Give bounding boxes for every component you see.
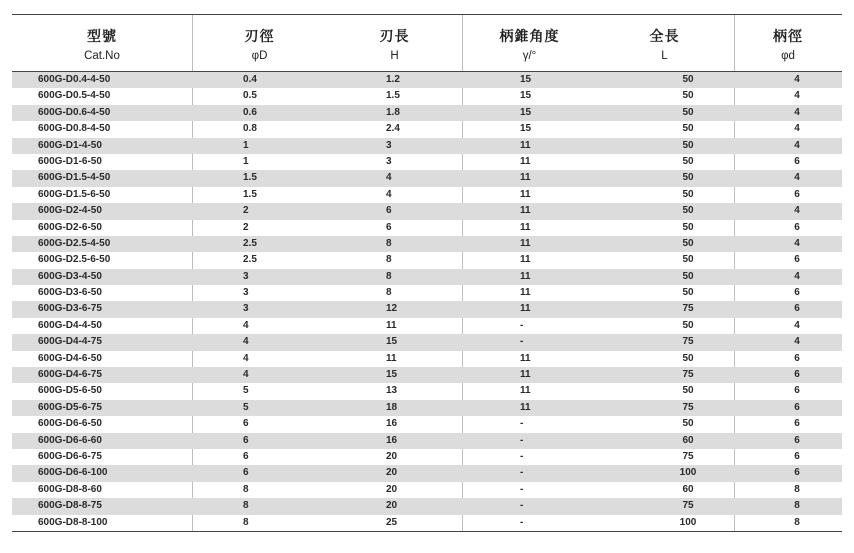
table-row [12, 449, 842, 465]
cell-shank-diameter: 4 [794, 139, 800, 151]
cell-edge-diameter: 4 [243, 319, 249, 331]
header-cat-no [12, 15, 192, 71]
cell-taper-angle: 11 [520, 205, 531, 217]
header-label-en: Cat.No [84, 50, 120, 62]
header-label-en: φD [251, 50, 268, 62]
cell-overall-length: 50 [682, 385, 694, 397]
cell-taper-angle: - [520, 516, 524, 528]
cell-cat-no: 600G-D3-4-50 [38, 270, 102, 282]
cell-taper-angle: 11 [520, 221, 531, 233]
cell-edge-length: 3 [386, 155, 392, 167]
header-label-zh: 柄錐角度 [499, 28, 560, 44]
cell-shank-diameter: 6 [794, 418, 800, 430]
cell-cat-no: 600G-D2-6-50 [38, 221, 102, 233]
cell-shank-diameter: 8 [794, 483, 800, 495]
cell-overall-length: 100 [679, 516, 697, 528]
cell-edge-diameter: 8 [243, 500, 249, 512]
cell-edge-diameter: 6 [243, 418, 249, 430]
table-body [12, 72, 842, 531]
table-row [12, 269, 842, 285]
cell-taper-angle: - [520, 500, 524, 512]
cell-overall-length: 60 [682, 434, 694, 446]
cell-taper-angle: 11 [520, 369, 531, 381]
cell-edge-length: 1.8 [386, 106, 400, 118]
cell-edge-length: 20 [386, 467, 398, 479]
cell-edge-length: 15 [386, 336, 398, 348]
cell-shank-diameter: 6 [794, 352, 800, 364]
cell-overall-length: 50 [682, 188, 694, 200]
cell-cat-no: 600G-D5-6-75 [38, 401, 102, 413]
cell-edge-diameter: 8 [243, 516, 249, 528]
cell-taper-angle: - [520, 434, 524, 446]
cell-taper-angle: - [520, 483, 524, 495]
cell-cat-no: 600G-D2.5-6-50 [38, 254, 111, 266]
cell-edge-length: 12 [386, 303, 398, 315]
table-row [12, 121, 842, 137]
cell-overall-length: 50 [682, 155, 694, 167]
cell-edge-length: 1.2 [386, 74, 400, 85]
cell-edge-length: 8 [386, 287, 392, 299]
table-row [12, 465, 842, 481]
cell-edge-length: 6 [386, 205, 392, 217]
cell-edge-length: 15 [386, 369, 398, 381]
cell-overall-length: 50 [682, 221, 694, 233]
cell-edge-diameter: 4 [243, 336, 249, 348]
cell-edge-diameter: 5 [243, 401, 249, 413]
cell-overall-length: 75 [682, 303, 694, 315]
cell-edge-length: 18 [386, 401, 398, 413]
cell-taper-angle: 11 [520, 303, 531, 315]
cell-cat-no: 600G-D4-4-50 [38, 319, 102, 331]
header-label-en: L [661, 50, 668, 62]
cell-edge-diameter: 2 [243, 221, 249, 233]
cell-shank-diameter: 6 [794, 385, 800, 397]
cell-cat-no: 600G-D1.5-4-50 [38, 172, 111, 184]
header-label-en: H [390, 50, 399, 62]
table-row [12, 482, 842, 498]
cell-edge-length: 13 [386, 385, 398, 397]
cell-edge-diameter: 3 [243, 270, 249, 282]
cell-shank-diameter: 4 [794, 172, 800, 184]
cell-edge-diameter: 0.5 [243, 90, 257, 102]
cell-edge-diameter: 1 [243, 155, 249, 167]
cell-shank-diameter: 4 [794, 106, 800, 118]
cell-shank-diameter: 4 [794, 336, 800, 348]
cell-cat-no: 600G-D0.8-4-50 [38, 123, 111, 135]
cell-overall-length: 50 [682, 205, 694, 217]
cell-cat-no: 600G-D6-6-50 [38, 418, 102, 430]
cell-taper-angle: 15 [520, 90, 532, 102]
table-row [12, 334, 842, 350]
cell-taper-angle: 11 [520, 237, 531, 249]
cell-shank-diameter: 6 [794, 434, 800, 446]
cell-edge-diameter: 2.5 [243, 237, 257, 249]
cell-edge-diameter: 1.5 [243, 188, 257, 200]
cell-edge-length: 3 [386, 139, 392, 151]
cell-taper-angle: - [520, 336, 524, 348]
cell-shank-diameter: 6 [794, 254, 800, 266]
cell-taper-angle: 11 [520, 401, 531, 413]
cell-edge-length: 11 [386, 319, 397, 331]
cell-overall-length: 50 [682, 106, 694, 118]
cell-overall-length: 50 [682, 270, 694, 282]
cell-cat-no: 600G-D6-6-100 [38, 467, 108, 479]
table-row [12, 318, 842, 334]
table-row [12, 383, 842, 399]
header-edge-length [327, 15, 462, 71]
table-row [12, 170, 842, 186]
table-row [12, 433, 842, 449]
cell-shank-diameter: 6 [794, 401, 800, 413]
header-label-zh: 型號 [87, 28, 117, 44]
cell-cat-no: 600G-D8-8-75 [38, 500, 102, 512]
cell-edge-length: 8 [386, 237, 392, 249]
table-row [12, 515, 842, 531]
cell-taper-angle: 15 [520, 106, 532, 118]
table-row [12, 252, 842, 268]
cell-overall-length: 50 [682, 254, 694, 266]
cell-overall-length: 60 [682, 483, 694, 495]
cell-taper-angle: - [520, 450, 524, 462]
cell-taper-angle: 11 [520, 155, 531, 167]
cell-shank-diameter: 6 [794, 467, 800, 479]
header-label-zh: 柄徑 [773, 28, 803, 44]
cell-cat-no: 600G-D0.4-4-50 [38, 74, 111, 85]
cell-edge-diameter: 4 [243, 352, 249, 364]
cell-edge-length: 2.4 [386, 123, 400, 135]
cell-shank-diameter: 4 [794, 270, 800, 282]
cell-cat-no: 600G-D1.5-6-50 [38, 188, 111, 200]
cell-cat-no: 600G-D0.5-4-50 [38, 90, 111, 102]
cell-edge-diameter: 5 [243, 385, 249, 397]
table-row [12, 88, 842, 104]
cell-overall-length: 75 [682, 369, 694, 381]
cell-taper-angle: - [520, 467, 524, 479]
cell-overall-length: 100 [679, 467, 697, 479]
cell-edge-length: 11 [386, 352, 397, 364]
cell-overall-length: 75 [682, 450, 694, 462]
cell-taper-angle: 11 [520, 139, 531, 151]
cell-overall-length: 50 [682, 287, 694, 299]
cell-shank-diameter: 4 [794, 319, 800, 331]
cell-edge-length: 8 [386, 254, 392, 266]
cell-edge-diameter: 0.6 [243, 106, 257, 118]
cell-overall-length: 50 [682, 352, 694, 364]
cell-edge-length: 20 [386, 500, 398, 512]
table-row [12, 498, 842, 514]
cell-edge-length: 16 [386, 434, 398, 446]
cell-shank-diameter: 4 [794, 123, 800, 135]
cell-shank-diameter: 8 [794, 500, 800, 512]
table-row [12, 301, 842, 317]
header-label-zh: 全長 [649, 28, 680, 44]
header-edge-diameter [192, 15, 327, 71]
table-row [12, 236, 842, 252]
cell-edge-length: 6 [386, 221, 392, 233]
cell-edge-length: 25 [386, 516, 398, 528]
cell-overall-length: 50 [682, 123, 694, 135]
cell-overall-length: 50 [682, 74, 694, 85]
cell-overall-length: 75 [682, 500, 694, 512]
header-label-en: φd [781, 50, 795, 62]
cell-taper-angle: 15 [520, 123, 532, 135]
cell-cat-no: 600G-D6-6-75 [38, 450, 102, 462]
cell-shank-diameter: 6 [794, 188, 800, 200]
cell-edge-length: 16 [386, 418, 398, 430]
cell-taper-angle: 11 [520, 385, 531, 397]
cell-cat-no: 600G-D3-6-75 [38, 303, 102, 315]
cell-shank-diameter: 6 [794, 303, 800, 315]
cell-cat-no: 600G-D8-8-100 [38, 516, 108, 528]
header-label-en: γ/° [522, 50, 537, 62]
cell-taper-angle: - [520, 319, 524, 331]
table-row [12, 105, 842, 121]
cell-shank-diameter: 4 [794, 74, 800, 85]
cell-shank-diameter: 6 [794, 221, 800, 233]
table-row [12, 138, 842, 154]
cell-cat-no: 600G-D4-6-50 [38, 352, 102, 364]
cell-overall-length: 50 [682, 90, 694, 102]
cell-cat-no: 600G-D2-4-50 [38, 205, 102, 217]
cell-shank-diameter: 6 [794, 287, 800, 299]
cell-shank-diameter: 4 [794, 205, 800, 217]
cell-edge-diameter: 0.8 [243, 123, 257, 135]
table-row [12, 285, 842, 301]
cell-cat-no: 600G-D4-6-75 [38, 369, 102, 381]
header-label-zh: 刃徑 [244, 28, 275, 44]
cell-edge-diameter: 1 [243, 139, 249, 151]
cell-shank-diameter: 6 [794, 369, 800, 381]
cell-overall-length: 50 [682, 319, 694, 331]
cell-cat-no: 600G-D4-4-75 [38, 336, 102, 348]
cell-cat-no: 600G-D2.5-4-50 [38, 237, 111, 249]
cell-shank-diameter: 6 [794, 155, 800, 167]
cell-cat-no: 600G-D0.6-4-50 [38, 106, 111, 118]
header-shank-diameter [734, 15, 842, 71]
cell-taper-angle: 15 [520, 74, 532, 85]
cell-edge-diameter: 6 [243, 467, 249, 479]
cell-edge-diameter: 2 [243, 205, 249, 217]
table-header [12, 15, 842, 72]
cell-edge-length: 1.5 [386, 90, 400, 102]
cell-edge-length: 4 [386, 172, 392, 184]
table-row [12, 154, 842, 170]
cell-taper-angle: 11 [520, 172, 531, 184]
cell-taper-angle: - [520, 418, 524, 430]
cell-edge-diameter: 3 [243, 287, 249, 299]
table-row [12, 203, 842, 219]
cell-overall-length: 50 [682, 418, 694, 430]
spec-table [12, 14, 842, 532]
cell-edge-diameter: 2.5 [243, 254, 257, 266]
cell-edge-diameter: 6 [243, 450, 249, 462]
cell-edge-diameter: 3 [243, 303, 249, 315]
table-row [12, 187, 842, 203]
table-row [12, 367, 842, 383]
cell-edge-diameter: 0.4 [243, 74, 257, 85]
cell-cat-no: 600G-D1-6-50 [38, 155, 102, 167]
cell-cat-no: 600G-D3-6-50 [38, 287, 102, 299]
cell-edge-length: 4 [386, 188, 392, 200]
cell-edge-diameter: 1.5 [243, 172, 257, 184]
cell-edge-diameter: 6 [243, 434, 249, 446]
table-row [12, 220, 842, 236]
cell-taper-angle: 11 [520, 188, 531, 200]
cell-shank-diameter: 6 [794, 450, 800, 462]
cell-shank-diameter: 4 [794, 90, 800, 102]
cell-shank-diameter: 4 [794, 237, 800, 249]
cell-shank-diameter: 8 [794, 516, 800, 528]
cell-taper-angle: 11 [520, 352, 531, 364]
cell-edge-length: 20 [386, 450, 398, 462]
cell-cat-no: 600G-D1-4-50 [38, 139, 102, 151]
cell-overall-length: 75 [682, 401, 694, 413]
header-taper-angle [462, 15, 597, 71]
cell-cat-no: 600G-D5-6-50 [38, 385, 102, 397]
header-label-zh: 刃長 [379, 28, 410, 44]
table-bottom-rule [12, 531, 842, 532]
cell-cat-no: 600G-D8-8-60 [38, 483, 102, 495]
cell-overall-length: 50 [682, 237, 694, 249]
cell-edge-diameter: 8 [243, 483, 249, 495]
cell-edge-length: 20 [386, 483, 398, 495]
cell-edge-diameter: 4 [243, 369, 249, 381]
header-overall-length [597, 15, 732, 71]
cell-taper-angle: 11 [520, 254, 531, 266]
cell-overall-length: 50 [682, 172, 694, 184]
cell-taper-angle: 11 [520, 270, 531, 282]
cell-edge-length: 8 [386, 270, 392, 282]
cell-overall-length: 50 [682, 139, 694, 151]
cell-overall-length: 75 [682, 336, 694, 348]
cell-cat-no: 600G-D6-6-60 [38, 434, 102, 446]
table-row [12, 400, 842, 416]
table-row [12, 351, 842, 367]
table-row [12, 416, 842, 432]
table-row [12, 72, 842, 88]
cell-taper-angle: 11 [520, 287, 531, 299]
